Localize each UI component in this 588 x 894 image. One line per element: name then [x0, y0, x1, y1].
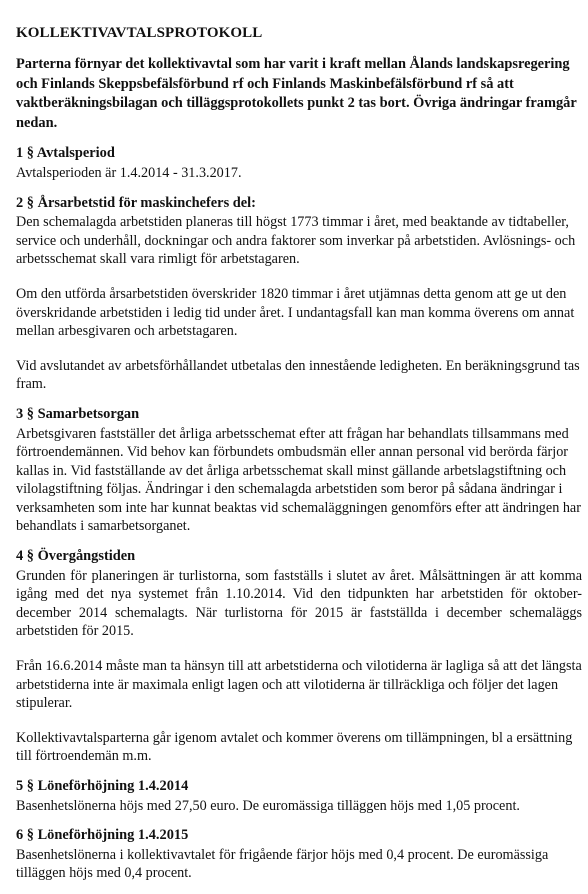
section-heading: 1 § Avtalsperiod: [16, 145, 115, 162]
section-heading: 3 § Samarbetsorgan: [16, 405, 140, 422]
section-heading: 6 § Löneförhöjning 1.4.2015: [16, 827, 189, 844]
section-1-agreement-period: [16, 144, 582, 182]
document-title: KOLLEKTIVAVTALSPROTOKOLL: [16, 25, 263, 41]
section-paragraph: Avtalsperioden är 1.4.2014 - 31.3.2017.: [16, 164, 242, 181]
section-paragraph: Om den utförda årsarbetstiden överskrider 1820 timmar i året utjämnas detta genom att ge ut den överskridande arbetstiden i ledig tid under året. I undantagsfall kan man komma överens om annat mellan arbesgivaren och arbetstagaren.: [16, 285, 575, 340]
section-3-cooperation-body: [16, 405, 582, 536]
section-paragraph: Basenhetslönerna i kollektivavtalet för frigående färjor höjs med 0,4 procent. De euromässiga tilläggen höjs med 0,4 procent.: [16, 846, 549, 882]
section-paragraph: Den schemalagda arbetstiden planeras till högst 1773 timmar i året, med beaktande av tidtabeller, service och underhåll, dockningar och andra faktorer som inverkar på arbetstiden. Avlösnings- och arbetsschemat skall vara rimligt för arbetstagaren.: [16, 214, 576, 268]
section-paragraph: Vid avslutandet av arbetsförhållandet utbetalas den innestående ledigheten. En beräkningsgrund tas fram.: [16, 357, 580, 393]
section-paragraph: Från 16.6.2014 måste man ta hänsyn till att arbetstiderna och vilotiderna är lagliga så att det längsta arbetstiderna inte är maximala enligt lagen och att vilotiderna är tillräckliga och följer det lagen stipulerar.: [16, 658, 582, 712]
section-4-transition-period: [16, 547, 582, 766]
section-6-wage-increase-2015: [16, 826, 582, 883]
section-paragraph: Kollektivavtalsparterna går igenom avtalet och kommer överens om tillämpningen, bl a ersättning till förtroendemän m.m.: [16, 729, 573, 765]
section-5-wage-increase-2014: [16, 777, 582, 815]
intro-paragraph: Parterna förnyar det kollektivavtal som har varit i kraft mellan Ålands landskapsregering och Finlands Skeppsbefälsförbund rf och Finlands Maskinbefälsförbund rf så att vaktberäkningsbilagan och tilläggsprotokollets punkt 2 tas bort. Övriga ändringar framgår nedan.: [16, 56, 577, 131]
section-paragraph: Arbetsgivaren fastställer det årliga arbetsschemat efter att frågan har behandlats tillsammans med förtroendemännen. Vid behov kan förbundets ombudsmän eller annan personal vid berörda färjor kallas in. Vid fastställande av det årliga arbetsschemat skall minst gällande arbetslagstiftning och vilolagstiftning följas. Ändringar i den schemalagda arbetstiden som beror på sådana ändringar i verksamheten som inte har kunnat beaktas vid schemaläggningen genomförs efter att ändringen har behandlats i samarbetsorganet.: [16, 425, 581, 535]
section-heading: 2 § Årsarbetstid för maskinchefers del:: [16, 194, 256, 211]
section-heading: 5 § Löneförhöjning 1.4.2014: [16, 778, 189, 794]
section-paragraph: Basenhetslönerna höjs med 27,50 euro. De euromässiga tilläggen höjs med 1,05 procent.: [16, 797, 520, 814]
section-paragraph: Grunden för planeringen är turlistorna, som fastställs i slutet av året. Målsättningen är att komma igång med det nya systemet från 1.10.2014. Vid den tidpunkten har arbetstiden för oktober-december 2014 schemalagts. När turlistorna för 2015 är fastställda i december schemaläggs arbetstiden för 2015.: [16, 567, 582, 640]
section-2-annual-working-time: [16, 194, 582, 394]
section-heading: 4 § Övergångstiden: [16, 548, 136, 565]
document-page: [16, 24, 582, 894]
